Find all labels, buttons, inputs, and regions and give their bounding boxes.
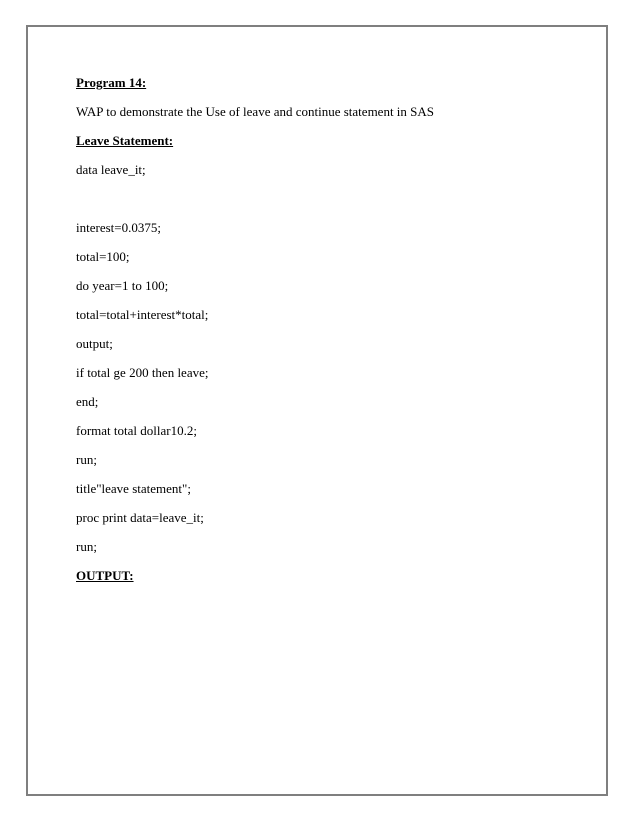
program-heading: Program 14: — [76, 75, 147, 90]
section-heading: Leave Statement: — [76, 133, 174, 148]
code-line: title"leave statement"; — [76, 481, 191, 496]
code-line: if total ge 200 then leave; — [76, 365, 209, 380]
code-line: run; — [76, 452, 97, 467]
code-line: proc print data=leave_it; — [76, 510, 204, 525]
code-line: format total dollar10.2; — [76, 423, 197, 438]
code-line: data leave_it; — [76, 162, 146, 177]
code-line: interest=0.0375; — [76, 220, 161, 235]
code-line: total=100; — [76, 249, 130, 264]
code-line: output; — [76, 336, 113, 351]
code-line: end; — [76, 394, 99, 409]
code-line: run; — [76, 539, 97, 554]
blank-line — [76, 191, 596, 220]
document-body — [76, 75, 596, 597]
code-line: total=total+interest*total; — [76, 307, 209, 322]
code-line: do year=1 to 100; — [76, 278, 169, 293]
output-heading: OUTPUT: — [76, 568, 134, 583]
aim-text: WAP to demonstrate the Use of leave and continue statement in SAS — [76, 104, 435, 119]
